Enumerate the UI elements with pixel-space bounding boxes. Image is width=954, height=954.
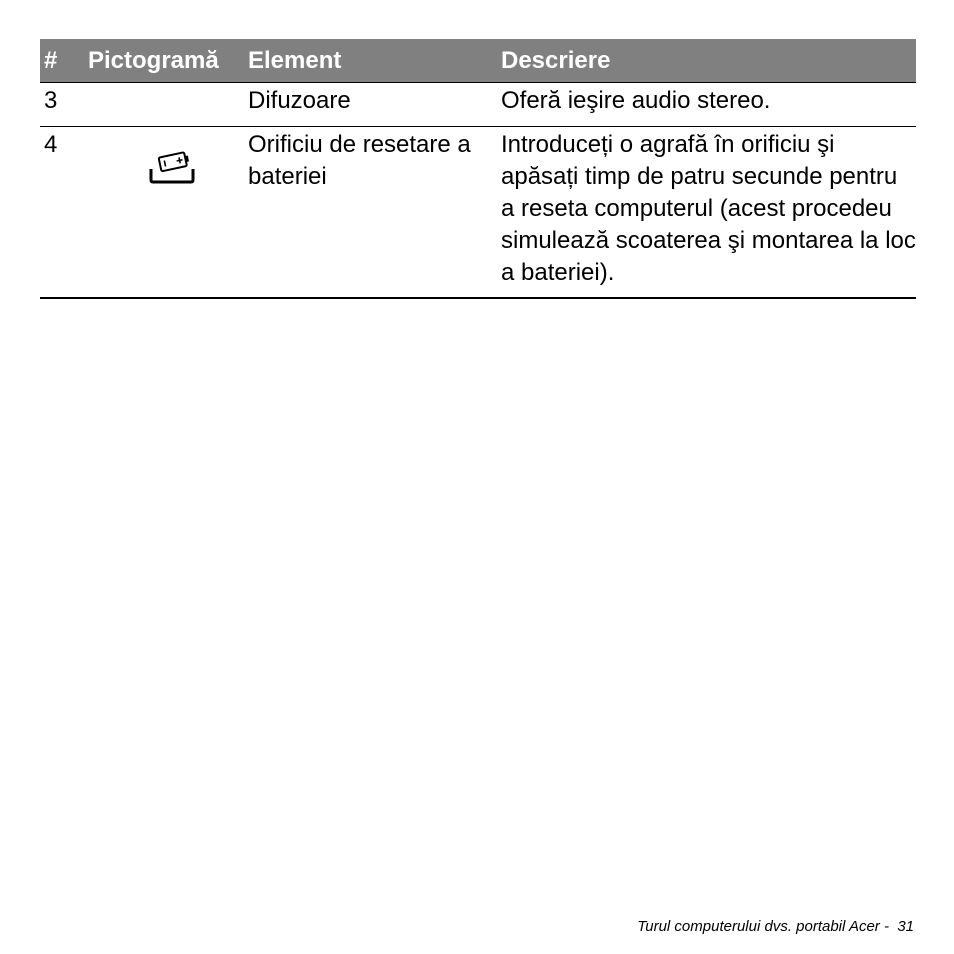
header-element: Element [248, 46, 342, 74]
footer-text: Turul computerului dvs. portabil Acer - [637, 918, 889, 935]
table-row [40, 127, 916, 299]
row-description: Introduceți o agrafă în orificiu şi apăsați timp de patru secunde pentru a reseta computerul (acest procedeu simulează scoaterea şi montarea la loc a bateriei). [501, 131, 916, 286]
header-description: Descriere [501, 46, 611, 74]
row-element: Difuzoare [248, 87, 351, 114]
row-icon-cell [88, 127, 248, 297]
table-row [40, 83, 916, 127]
table-header [40, 39, 916, 83]
page-number: 31 [897, 918, 914, 935]
battery-reset-icon [148, 149, 196, 185]
row-number: 3 [44, 87, 58, 114]
row-element: Orificiu de resetare a bateriei [248, 131, 471, 190]
header-icon: Pictogramă [88, 46, 219, 74]
row-icon-cell [88, 83, 248, 126]
components-table [40, 39, 916, 299]
header-number: # [44, 46, 58, 74]
row-description: Oferă ieşire audio stereo. [501, 87, 771, 114]
page-footer [637, 918, 914, 935]
row-number: 4 [44, 131, 58, 158]
